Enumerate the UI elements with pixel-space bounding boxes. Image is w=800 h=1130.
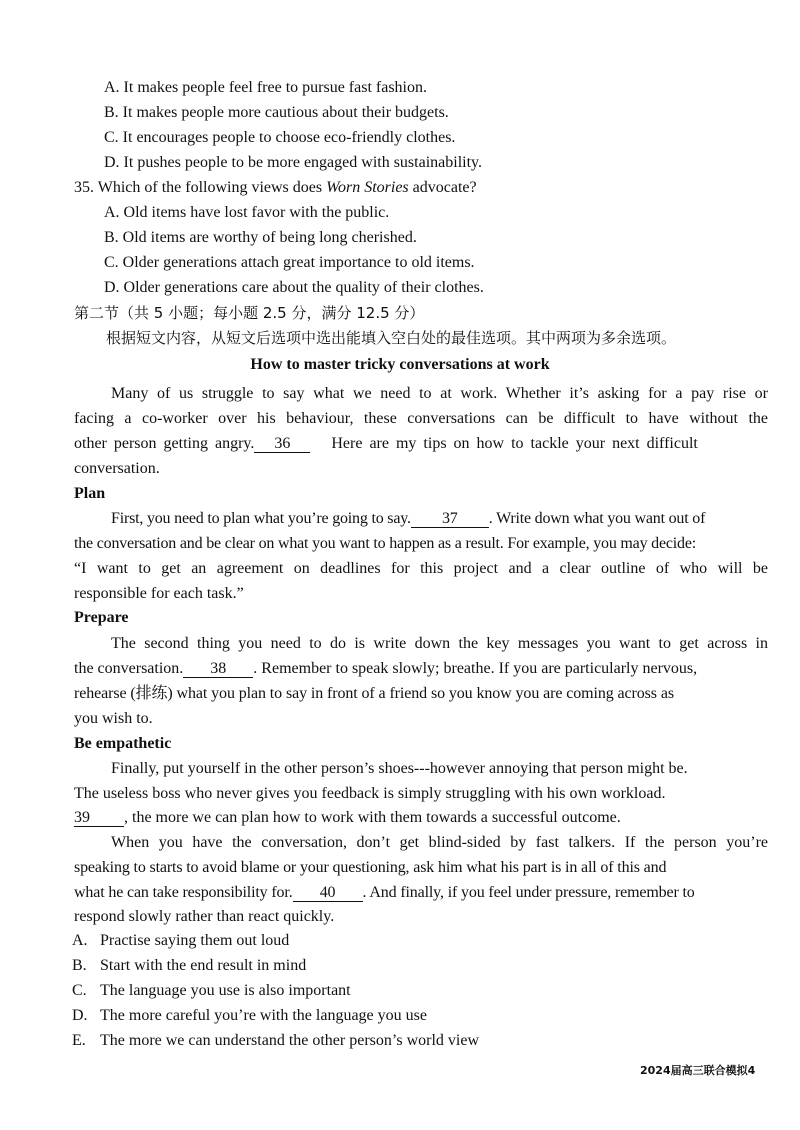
q34-option-a: A. It makes people feel free to pursue fast fashion.	[104, 79, 427, 96]
q35-option-c: C. Older generations attach great importance to old items.	[104, 254, 475, 271]
p3-line2: the conversation. 38 . Remember to speak slowly; breathe. If you are particularly nervous,	[74, 660, 698, 677]
p1-line1: Many of us struggle to say what we need to at work. Whether it’s asking for a pay rise or	[111, 385, 768, 402]
p4-line2: The useless boss who never gives you feedback is simply struggling with his own workload.	[74, 785, 666, 802]
p5-line4: respond slowly rather than react quickly.	[74, 908, 335, 925]
q35-option-a: A. Old items have lost favor with the public.	[104, 204, 390, 221]
q35-option-b: B. Old items are worthy of being long cherished.	[104, 229, 417, 246]
choice-b: B. Start with the end result in mind	[72, 957, 307, 974]
q35-stem: 35. Which of the following views does Worn Stories advocate?	[74, 179, 477, 196]
p1-line4: conversation.	[74, 460, 160, 477]
p4-line3: 39 , the more we can plan how to work with them towards a successful outcome.	[74, 809, 621, 826]
q34-option-b: B. It makes people more cautious about their budgets.	[104, 104, 449, 121]
passage-title: How to master tricky conversations at work	[250, 356, 550, 373]
p5-line3: what he can take responsibility for. 40 . And finally, if you feel under pressure, remember to	[74, 884, 695, 901]
p1-line3: other person getting angry. 36 Here are my tips on how to tackle your next difficult	[74, 435, 698, 452]
blank-39[interactable]: 39	[74, 810, 124, 827]
heading-be-empathetic: Be empathetic	[74, 735, 172, 752]
section-header: 第二节（共 5 小题；每小题 2.5 分，满分 12.5 分）	[74, 304, 425, 322]
blank-40[interactable]: 40	[293, 885, 363, 902]
choice-e: E. The more we can understand the other person’s world view	[72, 1032, 479, 1049]
p1-line2: facing a co-worker over his behaviour, these conversations can be difficult to have without the	[74, 410, 768, 427]
p2-line2: the conversation and be clear on what you want to happen as a result. For example, you may decide:	[74, 535, 696, 552]
p2-line1: First, you need to plan what you’re going to say. 37 . Write down what you want out of	[111, 510, 706, 527]
q34-option-c: C. It encourages people to choose eco-friendly clothes.	[104, 129, 456, 146]
p2-line3: “I want to get an agreement on deadlines for this project and a clear outline of who will be	[74, 560, 768, 577]
p3-line1: The second thing you need to do is write down the key messages you want to get across in	[111, 635, 768, 652]
blank-37[interactable]: 37	[411, 511, 489, 528]
p5-line1: When you have the conversation, don’t get blind-sided by fast talkers. If the person you’re	[111, 834, 768, 851]
p4-line1: Finally, put yourself in the other person’s shoes---however annoying that person might be.	[111, 760, 688, 777]
page-footer: 2024届高三联合模拟4	[640, 1064, 756, 1077]
blank-38[interactable]: 38	[183, 661, 253, 678]
choice-c: C. The language you use is also important	[72, 982, 351, 999]
choice-a: A. Practise saying them out loud	[72, 932, 290, 949]
p2-line4: responsible for each task.”	[74, 585, 244, 602]
q34-option-d: D. It pushes people to be more engaged with sustainability.	[104, 154, 482, 171]
q35-option-d: D. Older generations care about the quality of their clothes.	[104, 279, 484, 296]
heading-prepare: Prepare	[74, 609, 129, 626]
section-instruction: 根据短文内容，从短文后选项中选出能填入空白处的最佳选项。其中两项为多余选项。	[106, 329, 677, 347]
choice-d: D. The more careful you’re with the language you use	[72, 1007, 427, 1024]
heading-plan: Plan	[74, 485, 106, 502]
blank-36[interactable]: 36	[254, 436, 310, 453]
p3-line3: rehearse (排练) what you plan to say in front of a friend so you know you are coming across as	[74, 685, 674, 702]
p5-line2: speaking to starts to avoid blame or your questioning, ask him what his part is in all of this and	[74, 859, 667, 876]
p3-line4: you wish to.	[74, 710, 153, 727]
